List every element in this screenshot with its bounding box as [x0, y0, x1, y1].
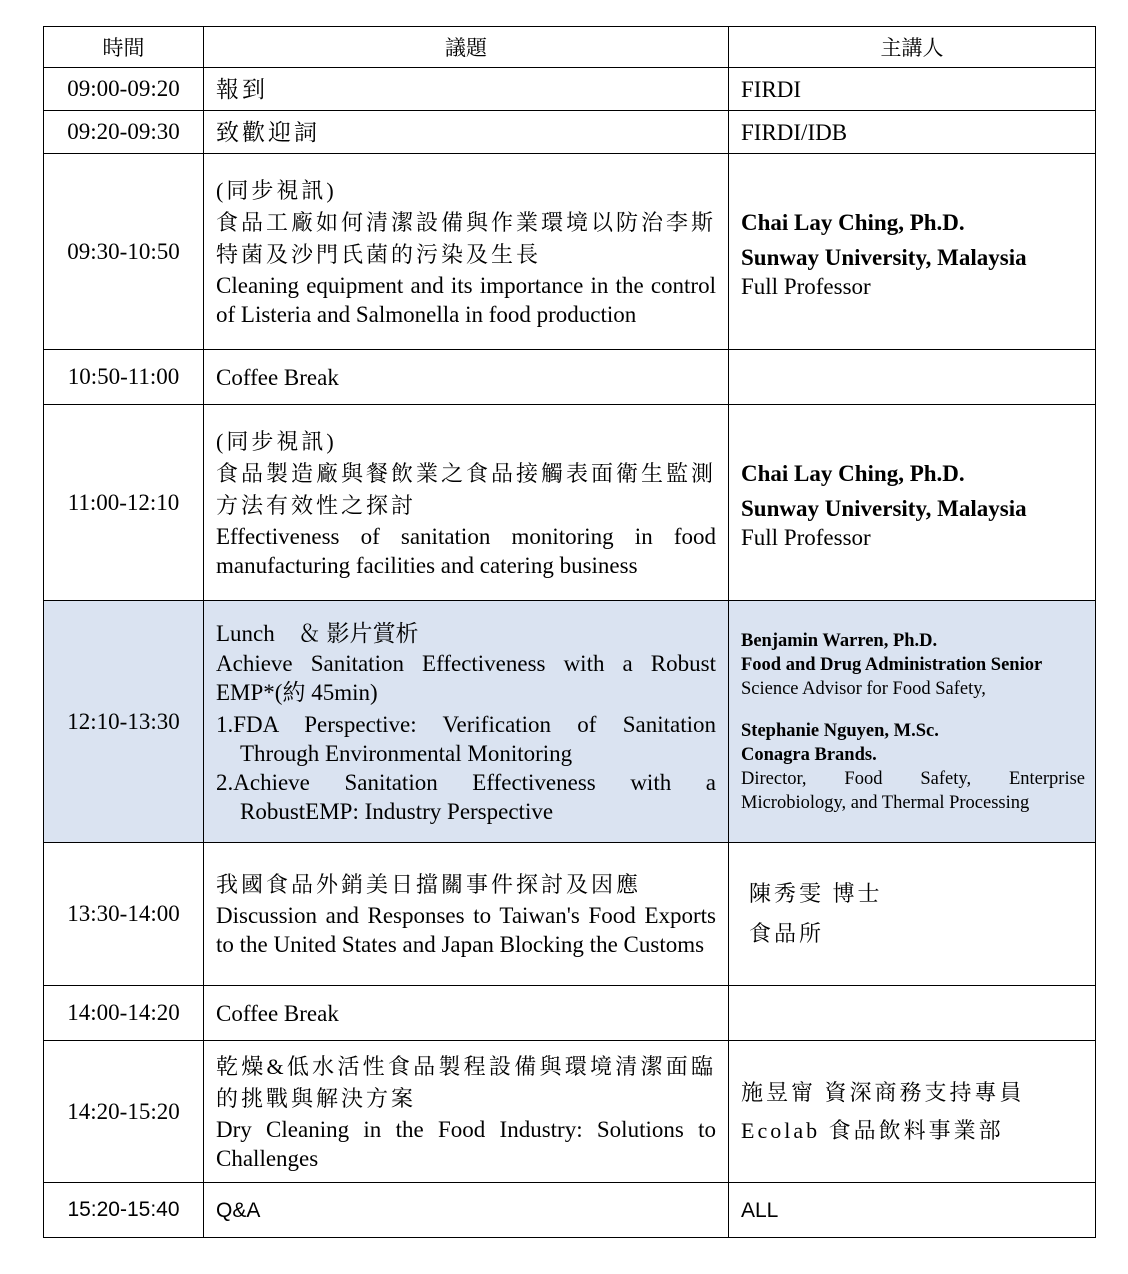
- speaker-cell: [729, 405, 1096, 601]
- header-speaker: 主講人: [729, 27, 1096, 68]
- table-row: [44, 1041, 1096, 1183]
- table-row: [44, 843, 1096, 986]
- speaker-name: Chai Lay Ching, Ph.D.: [741, 210, 965, 235]
- speaker-cell: [729, 843, 1096, 986]
- speaker-1-org: Food and Drug Administration Senior: [741, 654, 1043, 675]
- header-time: 時間: [44, 27, 204, 68]
- time-cell: 14:00-14:20: [44, 986, 204, 1041]
- topic-en: Effectiveness of sanitation monitoring in food manufacturing facilities and catering business: [216, 523, 716, 578]
- topic-zh: 我國食品外銷美日擋關事件探討及因應: [216, 872, 642, 897]
- speaker-cell: [729, 1041, 1096, 1183]
- speaker-line-1: 施昱甯 資深商務支持專員: [741, 1079, 1025, 1105]
- speaker-org: Sunway University, Malaysia: [741, 245, 1027, 270]
- topic-cell: 報到: [204, 68, 729, 111]
- speaker-name: Chai Lay Ching, Ph.D.: [741, 461, 965, 486]
- speaker-2-title: Director, Food Safety, Enterprise Microbiology, and Thermal Processing: [741, 768, 1085, 813]
- speaker-cell: ALL: [729, 1183, 1096, 1238]
- time-cell: 09:00-09:20: [44, 68, 204, 111]
- table-row: [44, 1183, 1096, 1238]
- time-cell: 09:20-09:30: [44, 111, 204, 154]
- topic-en: Cleaning equipment and its importance in the control of Listeria and Salmonella in food production: [216, 272, 716, 327]
- time-cell: 09:30-10:50: [44, 154, 204, 350]
- speaker-2-name: Stephanie Nguyen, M.Sc.: [741, 720, 939, 741]
- speaker-1-title: Science Advisor for Food Safety,: [741, 678, 986, 699]
- topic-title: Lunch ＆ 影片賞析: [216, 620, 419, 646]
- speaker-2-org: Conagra Brands.: [741, 744, 877, 765]
- table-row: [44, 68, 1096, 111]
- topic-zh: 乾燥&低水活性食品製程設備與環境清潔面臨的挑戰與解決方案: [216, 1053, 716, 1111]
- speaker-org: Sunway University, Malaysia: [741, 496, 1027, 521]
- topic-cell: Coffee Break: [204, 350, 729, 405]
- time-cell: 10:50-11:00: [44, 350, 204, 405]
- speaker-title: Full Professor: [741, 525, 871, 550]
- speaker-cell: [729, 350, 1096, 405]
- topic-en: Discussion and Responses to Taiwan's Food Exports to the United States and Japan Blocking the Customs: [216, 903, 716, 957]
- time-cell: 14:20-15:20: [44, 1041, 204, 1183]
- table-row: [44, 350, 1096, 405]
- topic-sub: Achieve Sanitation Effectiveness with a Robust EMP*(約 45min): [216, 650, 716, 705]
- topic-cell: [204, 1041, 729, 1183]
- topic-cell: 致歡迎詞: [204, 111, 729, 154]
- time-cell: 11:00-12:10: [44, 405, 204, 601]
- speaker-line-2: Ecolab 食品飲料事業部: [741, 1117, 1004, 1143]
- time-cell: 12:10-13:30: [44, 601, 204, 843]
- speaker-cell: FIRDI: [729, 68, 1096, 111]
- topic-cell: [204, 843, 729, 986]
- speaker-line-1: 陳秀雯 博士: [749, 881, 883, 906]
- topic-zh: 食品製造廠與餐飲業之食品接觸表面衛生監測方法有效性之探討: [216, 460, 717, 518]
- header-row: [44, 27, 1096, 68]
- spacer: [741, 701, 1085, 719]
- table-row: [44, 111, 1096, 154]
- topic-tag: (同步視訊): [216, 177, 337, 203]
- topic-item-1: 1.FDA Perspective: Verification of Sanitation Through Environmental Monitoring: [216, 711, 716, 766]
- table-row: [44, 986, 1096, 1041]
- speaker-cell: FIRDI/IDB: [729, 111, 1096, 154]
- topic-tag: (同步視訊): [216, 428, 337, 454]
- header-topic: 議題: [204, 27, 729, 68]
- topic-cell: [204, 154, 729, 350]
- table-row-highlighted: [44, 601, 1096, 843]
- topic-en: Dry Cleaning in the Food Industry: Solutions to Challenges: [216, 1116, 716, 1171]
- speaker-line-2: 食品所: [749, 921, 825, 946]
- time-cell: 13:30-14:00: [44, 843, 204, 986]
- agenda-table: [43, 26, 1096, 1238]
- topic-cell: Q&A: [204, 1183, 729, 1238]
- speaker-cell: [729, 986, 1096, 1041]
- speaker-cell: [729, 154, 1096, 350]
- topic-cell: [204, 405, 729, 601]
- speaker-1-name: Benjamin Warren, Ph.D.: [741, 630, 938, 651]
- topic-cell: [204, 601, 729, 843]
- table-row: [44, 154, 1096, 350]
- table-row: [44, 405, 1096, 601]
- topic-cell: Coffee Break: [204, 986, 729, 1041]
- topic-item-2: 2.Achieve Sanitation Effectiveness with a RobustEMP: Industry Perspective: [216, 769, 716, 824]
- speaker-title: Full Professor: [741, 274, 871, 299]
- speaker-cell: [729, 601, 1096, 843]
- time-cell: 15:20-15:40: [44, 1183, 204, 1238]
- topic-zh: 食品工廠如何清潔設備與作業環境以防治李斯特菌及沙門氏菌的污染及生長: [216, 209, 717, 267]
